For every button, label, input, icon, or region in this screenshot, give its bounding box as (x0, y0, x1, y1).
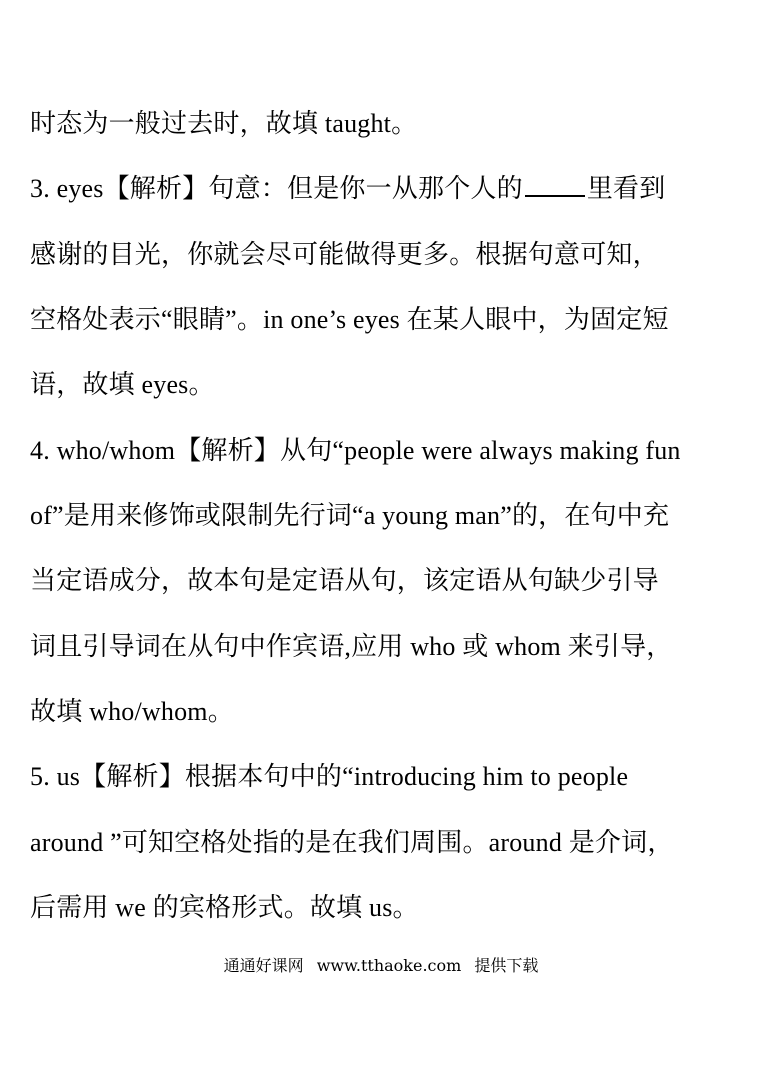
answer-3-line-1 (30, 172, 732, 206)
answer-line-taught: 时态为一般过去时，故填 taught。 (30, 109, 418, 138)
answer-3-line-2: 感谢的目光，你就会尽可能做得更多。根据句意可知， (30, 240, 659, 269)
answer-blank (525, 173, 585, 197)
answer-5-line-2: around ”可知空格处指的是在我们周围。around 是介词， (30, 828, 674, 857)
footer-site-name: 通通好课网 (223, 956, 304, 975)
answer-5-line-3: 后需用 we 的宾格形式。故填 us。 (30, 893, 419, 922)
page-footer (0, 955, 762, 977)
answer-5-line-1: 5. us【解析】根据本句中的“introducing him to people (30, 762, 629, 791)
answer-3-text-before-blank: 3. eyes【解析】句意：但是你一从那个人的 (30, 174, 523, 203)
answer-4-line-3: 当定语成分，故本句是定语从句，该定语从句缺少引导 (30, 566, 659, 595)
answer-3-text-after-blank: 里看到 (586, 174, 666, 203)
answer-4-line-1: 4. who/whom【解析】从句“people were always making fun (30, 436, 681, 465)
answer-4-line-2: of”是用来修饰或限制先行词“a young man”的，在句中充 (30, 501, 670, 530)
footer-url[interactable]: www.tthaoke.com (316, 956, 462, 975)
answer-4-line-5: 故填 who/whom。 (30, 697, 234, 726)
footer-tagline: 提供下载 (474, 956, 539, 975)
answer-3-line-4: 语，故填 eyes。 (30, 370, 215, 399)
answer-4-line-4: 词且引导词在从句中作宾语,应用 who 或 whom 来引导， (30, 632, 673, 661)
answer-3-line-3: 空格处表示“眼睛”。in one’s eyes 在某人眼中，为固定短 (30, 305, 669, 334)
